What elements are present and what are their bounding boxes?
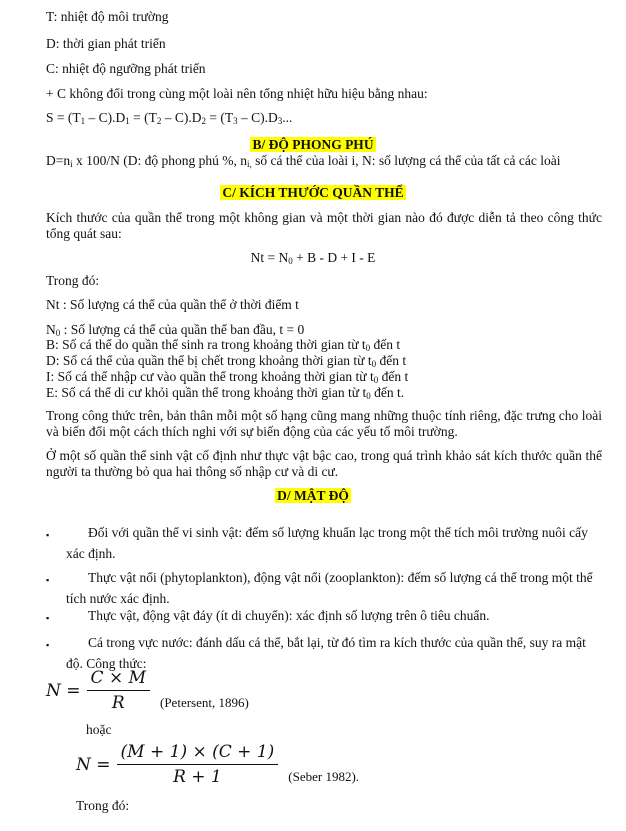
bullet-icon: ▪ xyxy=(46,613,50,623)
formula-lhs: N = xyxy=(76,754,111,775)
formula-citation: (Seber 1982). xyxy=(288,768,360,784)
note-constant: + C không đổi trong cùng một loài nên tổng nhiệt hữu hiệu bằng nhau: xyxy=(46,86,428,101)
section-c-title: C/ KÍCH THƯỚC QUẦN THỂ xyxy=(222,185,404,200)
def-b: B: Số cá thể do quần thể sinh ra trong khoảng thời gian từ $t_0$ đến t xyxy=(46,337,401,353)
formula-fraction: $\frac{C \times M}{R}$ xyxy=(87,668,150,713)
list-item: Thực vật, động vật đáy (ít di chuyển): xác định số lượng trên ô tiêu chuẩn. xyxy=(88,608,490,623)
section-d-title: D/ MẬT ĐỘ xyxy=(277,488,349,503)
formula-citation: (Petersent, 1896) xyxy=(160,694,249,710)
where-label-c: Trong đó: xyxy=(46,273,100,288)
population-size-formula: $Nt = N_0 + B - D + I - E$ xyxy=(250,250,376,266)
formula-fraction: $\frac{(M + 1) \times (C + 1)}{R + 1}$ xyxy=(117,742,279,787)
abundance-formula: $D=n_i$ x 100/N (D: độ phong phú %, $n_{i,}$ số cá thể của loài i, N: số lượng cá thể của tất cả các loài xyxy=(46,153,561,169)
list-item: Đối với quần thể vi sinh vật: đếm số lượng khuẩn lạc trong một thể tích môi trường nuôi cấy xác định. xyxy=(66,525,588,561)
effective-heat-formula: $S = (T_1 - C).D_1 = (T_2 - C).D_2 = (T_3 - C).D_3$... xyxy=(46,110,293,126)
def-nt: Nt : Số lượng cá thể của quần thể ở thời điểm t xyxy=(46,297,299,312)
section-c-intro: Kích thước của quần thể trong một không gian và một thời gian nào đó được diễn tả theo công thức tổng quát sau: xyxy=(46,210,602,241)
def-d: D: thời gian phát triển xyxy=(46,36,166,51)
def-t: T: nhiệt độ môi trường xyxy=(46,9,169,24)
list-item: Cá trong vực nước: đánh dấu cá thể, bắt lại, từ đó tìm ra kích thước của quần thể, suy ra mật độ. Công thức: xyxy=(66,635,586,671)
bullet-icon: ▪ xyxy=(46,530,50,540)
seber-formula xyxy=(76,742,359,787)
def-c: C: nhiệt độ ngưỡng phát triển xyxy=(46,61,206,76)
def-e: E: Số cá thể di cư khỏi quần thể trong khoảng thời gian từ $t_0$ đến t. xyxy=(46,385,405,401)
section-c-paragraph-1: Trong công thức trên, bản thân mỗi một số hạng cũng mang những thuộc tính riêng, đặc trưng cho loài và biến đổi một cách thích nghi với sự biến động của các yếu tố môi trường. xyxy=(46,408,602,439)
section-c-paragraph-2: Ở một số quần thể sinh vật cố định như thực vật bậc cao, trong quá trình khảo sát kích thước quần thể người ta thường bỏ qua hai thông số nhập cư và di cư. xyxy=(46,448,602,479)
bullet-icon: ▪ xyxy=(46,575,50,585)
list-item: Thực vật nổi (phytoplankton), động vật nổi (zooplankton): đếm số lượng cá thể trong một thể tích nước xác định. xyxy=(66,570,593,606)
def-d-death: D: Số cá thể của quần thể bị chết trong khoảng thời gian từ $t_0$ đến t xyxy=(46,353,407,369)
formula-lhs: N = xyxy=(46,680,81,701)
where-label-d: Trong đó: xyxy=(76,798,130,813)
def-n0: $N_0$ : Số lượng cá thể của quần thể ban đầu, t = 0 xyxy=(46,322,305,338)
or-label: hoặc xyxy=(86,722,112,737)
petersen-formula xyxy=(46,668,249,713)
section-b-title: B/ ĐỘ PHONG PHÚ xyxy=(252,137,374,152)
def-i: I: Số cá thể nhập cư vào quần thể trong khoảng thời gian từ $t_0$ đến t xyxy=(46,369,409,385)
bullet-icon: ▪ xyxy=(46,640,50,650)
